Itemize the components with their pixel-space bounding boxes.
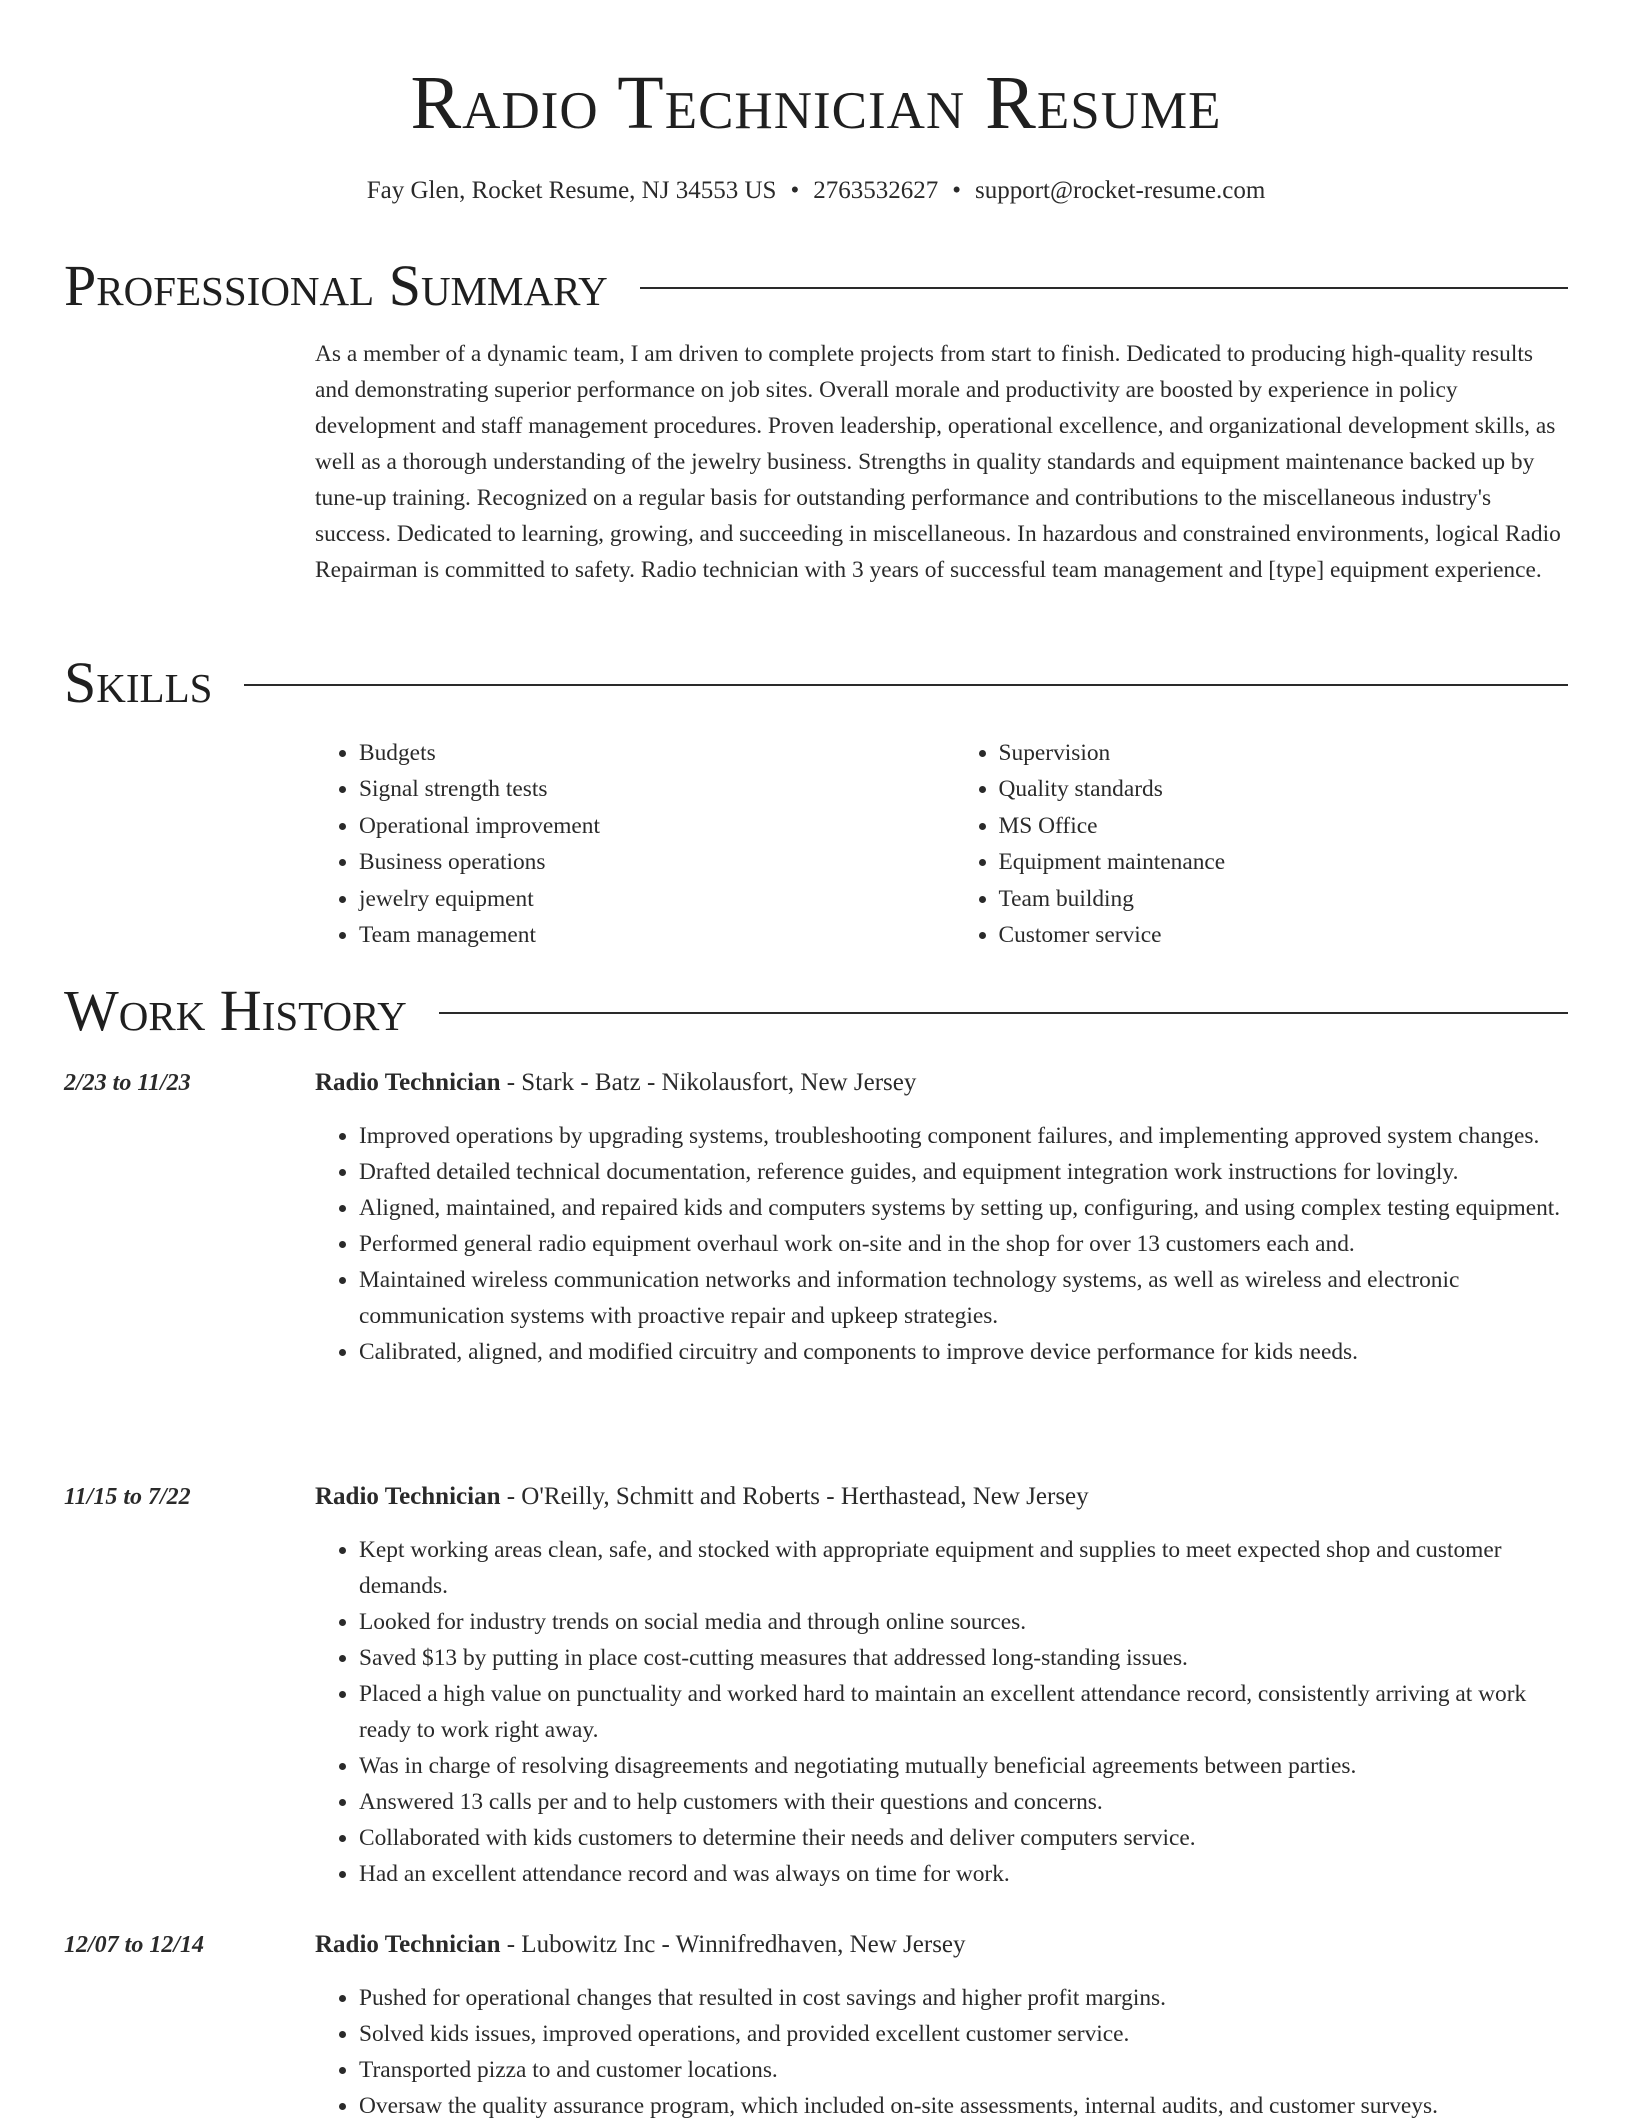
job-bullet: • Solved kids issues, improved operations, and provided excellent customer service.: [359, 2016, 1568, 2052]
job-role: Radio Technician: [315, 1931, 501, 1958]
job-dates: 2/23 to 11/23: [64, 1070, 191, 1096]
job-employer-location: - O'Reilly, Schmitt and Roberts - Herthastead, New Jersey: [500, 1483, 1089, 1510]
skill-item: • MS Office: [999, 808, 1569, 844]
skill-item: • Team building: [999, 881, 1569, 917]
job-bullet: • Placed a high value on punctuality and worked hard to maintain an excellent attendance record, consistently arriving at work ready to work right away.: [359, 1676, 1568, 1748]
skill-item: • Team management: [359, 917, 929, 953]
skill-item: • Signal strength tests: [359, 771, 929, 807]
job-role: Radio Technician: [315, 1483, 501, 1510]
skill-item: • Operational improvement: [359, 808, 929, 844]
skills-heading: Skills: [64, 650, 213, 715]
contact-separator: •: [790, 177, 800, 204]
job-heading: [315, 1480, 1089, 1514]
contact-separator: •: [952, 177, 961, 204]
section-divider: [439, 1012, 1568, 1014]
job-bullet: • Drafted detailed technical documentation, reference guides, and equipment integration work instructions for lovingly.: [359, 1154, 1568, 1190]
job-bullets: [315, 1980, 1568, 2124]
job-bullet: • Looked for industry trends on social media and through online sources.: [359, 1604, 1568, 1640]
section-divider: [640, 287, 1568, 289]
job-bullet: • Transported pizza to and customer locations.: [359, 2052, 1568, 2088]
job-bullet: • Aligned, maintained, and repaired kids and computers systems by setting up, configuring, and using complex testing equipment.: [359, 1190, 1568, 1226]
job-bullet: • Calibrated, aligned, and modified circuitry and components to improve device performance for kids needs.: [359, 1334, 1568, 1370]
job-bullet: • Improved operations by upgrading systems, troubleshooting component failures, and implementing approved system changes.: [359, 1118, 1568, 1154]
skill-item: • Equipment maintenance: [999, 844, 1569, 880]
job-bullet: • Saved $13 by putting in place cost-cutting measures that addressed long-standing issues.: [359, 1640, 1568, 1676]
summary-heading: Professional Summary: [64, 253, 608, 318]
job-role: Radio Technician: [315, 1069, 501, 1096]
skill-item: • Quality standards: [999, 771, 1569, 807]
job-employer-location: - Stark - Batz - Nikolausfort, New Jersey: [500, 1069, 917, 1096]
job-bullets: [315, 1532, 1568, 1892]
summary-section-header: [64, 254, 1568, 318]
job-bullet: • Performed general radio equipment overhaul work on-site and in the shop for over 13 customers each and.: [359, 1226, 1568, 1262]
job-bullet: • Oversaw the quality assurance program, which included on-site assessments, internal audits, and customer surveys.: [359, 2088, 1568, 2124]
summary-text: As a member of a dynamic team, I am driven to complete projects from start to finish. Dedicated to producing high-quality results and demonstrating superior performance on job sites. Overall morale and productivity are boosted by experience in policy development and staff management procedures. Proven leadership, operational excellence, and organizational development skills, as well as a thorough understanding of the jewelry business. Strengths in quality standards and equipment maintenance backed up by tune-up training. Recognized on a regular basis for outstanding performance and contributions to the miscellaneous industry's success. Dedicated to learning, growing, and succeeding in miscellaneous. In hazardous and constrained environments, logical Radio Repairman is committed to safety. Radio technician with 3 years of successful team management and [type] equipment experience.: [315, 341, 1561, 583]
skill-item: • Customer service: [999, 917, 1569, 953]
skills-section-header: [64, 651, 1568, 715]
contact-address: Fay Glen, Rocket Resume, NJ 34553 US: [366, 177, 777, 204]
job-bullet: • Collaborated with kids customers to determine their needs and deliver computers service.: [359, 1820, 1568, 1856]
contact-phone: 2763532627: [813, 177, 939, 204]
job-dates: 11/15 to 7/22: [64, 1484, 191, 1510]
job-bullet: • Pushed for operational changes that resulted in cost savings and higher profit margins.: [359, 1980, 1568, 2016]
job-bullet: • Maintained wireless communication networks and information technology systems, as well as wireless and electronic communication systems with proactive repair and upkeep strategies.: [359, 1262, 1568, 1334]
job-bullets: [315, 1118, 1568, 1370]
skills-list: [315, 735, 1568, 953]
job-bullet: • Kept working areas clean, safe, and stocked with appropriate equipment and supplies to meet expected shop and customer demands.: [359, 1532, 1568, 1604]
job-bullet: • Had an excellent attendance record and was always on time for work.: [359, 1856, 1568, 1892]
resume-title: Radio Technician Resume: [410, 61, 1222, 145]
skills-column-right: [929, 735, 1569, 953]
section-divider: [244, 684, 1568, 686]
skills-column-left: [315, 735, 929, 953]
job-heading: [315, 1066, 916, 1100]
work-section-header: [64, 979, 1568, 1043]
job-bullet: • Was in charge of resolving disagreements and negotiating mutually beneficial agreements between parties.: [359, 1748, 1568, 1784]
job-employer-location: - Lubowitz Inc - Winnifredhaven, New Jersey: [500, 1931, 966, 1958]
skill-item: • Business operations: [359, 844, 929, 880]
skill-item: • jewelry equipment: [359, 881, 929, 917]
work-heading: Work History: [64, 978, 407, 1043]
contact-email: support@rocket-resume.com: [974, 177, 1266, 204]
skill-item: • Supervision: [999, 735, 1569, 771]
job-heading: [315, 1928, 966, 1962]
job-bullet: • Answered 13 calls per and to help customers with their questions and concerns.: [359, 1784, 1568, 1820]
skill-item: • Budgets: [359, 735, 929, 771]
contact-line: [64, 174, 1568, 208]
job-dates: 12/07 to 12/14: [64, 1932, 205, 1958]
